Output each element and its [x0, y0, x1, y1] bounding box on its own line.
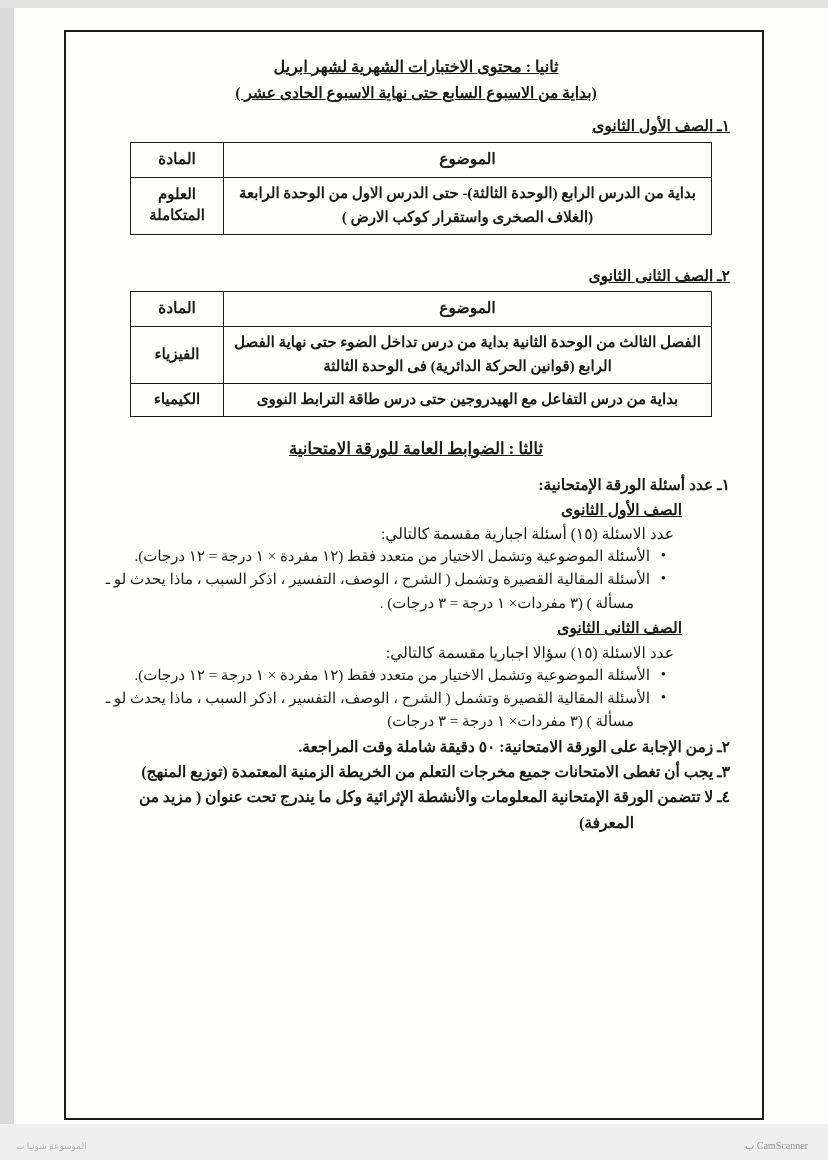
header-subject: المادة: [131, 142, 224, 177]
grade1-table: [130, 142, 712, 235]
table-row: [131, 383, 712, 416]
page-subtitle: (بداية من الاسبوع السابع حتى نهاية الاسبوع الحادى عشر ): [235, 85, 597, 102]
item-exam-duration: ٢ـ زمن الإجابة على الورقة الامتحانية: ٥٠ دقيقة شاملة وقت المراجعة.: [298, 738, 730, 756]
grade2-lead: عدد الاسئلة (١٥) سؤالا اجباريا مقسمة كالتالي:: [385, 644, 674, 662]
list-item: • الأسئلة المقالية القصيرة وتشمل ( الشرح ، الوصف، التفسير ، اذكر السبب ، ماذا يحدث لو ـ: [102, 570, 666, 592]
cell-topic: بداية من درس التفاعل مع الهيدروجين حتى درس طاقة الترابط النووى: [224, 383, 712, 416]
cell-subject: الكيمياء: [131, 383, 224, 416]
document-sheet: [64, 30, 764, 1120]
grade2-table: [130, 291, 712, 417]
cell-topic: [224, 177, 712, 234]
table-header-row: [131, 291, 712, 326]
section-title-general-rules: ثالثا : الضوابط العامة للورقة الامتحانية: [289, 438, 543, 458]
grade2-heading: ٢ـ الصف الثانى الثانوى: [588, 267, 730, 285]
table-row: [131, 326, 712, 383]
scan-edge-left: [0, 0, 14, 1160]
header-topic: الموضوع: [224, 291, 712, 326]
cell-topic: [224, 326, 712, 383]
grade1-bullet-list: [102, 547, 730, 592]
item-learning-outcomes: ٣ـ يجب أن تغطى الامتحانات جميع مخرجات التعلم من الخريطة الزمنية المعتمدة (توزيع المنهج): [141, 764, 730, 781]
header-subject: المادة: [131, 291, 224, 326]
topic-line-1: بداية من الدرس الرابع (الوحدة الثالثة)- حتى الدرس الاول من الوحدة الرابعة: [238, 185, 696, 202]
camscanner-watermark: CamScanner ب: [744, 1141, 808, 1152]
topic-line-2: (الغلاف الصخرى واستقرار كوكب الارض ): [341, 209, 594, 226]
topic-line-2: الرابع (قوانين الحركة الدائرية) فى الوحدة الثالثة: [323, 358, 612, 375]
cell-subject: العلوم المتكاملة: [131, 177, 224, 234]
scan-edge-bottom: [0, 1124, 828, 1160]
header-topic: الموضوع: [224, 142, 712, 177]
item-enrichment-continuation: المعرفة): [579, 814, 634, 832]
table-header-row: [131, 142, 712, 177]
spacer: [102, 235, 730, 261]
grade2-continuation: مسألة ) (٣ مفردات× ١ درجة = ٣ درجات): [387, 714, 634, 731]
grade2-bullet-list: [102, 666, 730, 711]
grade1-lead: عدد الاسئلة (١٥) أسئلة اجبارية مقسمة كالتالي:: [381, 526, 674, 543]
list-item: • الأسئلة الموضوعية وتشمل الاختيار من متعدد فقط (١٢ مفردة × ١ درجة = ١٢ درجات).: [102, 666, 666, 688]
grade1-heading: ١ـ الصف الأول الثانوى: [592, 118, 730, 136]
cell-subject: الفيزياء: [131, 326, 224, 383]
grade1-continuation: مسألة ) (٣ مفردات× ١ درجة = ٣ درجات) .: [379, 595, 634, 612]
list-item: • الأسئلة الموضوعية وتشمل الاختيار من متعدد فقط (١٢ مفردة × ١ درجة = ١٢ درجات).: [102, 547, 666, 569]
scan-edge-top: [0, 0, 828, 8]
grade2-subheading: الصف الثانى الثانوى: [557, 620, 682, 638]
item-enrichment-exclusion: ٤ـ لا تتضمن الورقة الإمتحانية المعلومات والأنشطة الإثرائية وكل ما يندرج تحت عنوان ( مزيد من: [138, 789, 730, 807]
list-item: • الأسئلة المقالية القصيرة وتشمل ( الشرح ، الوصف، التفسير ، اذكر السبب ، ماذا يحدث لو ـ: [102, 689, 666, 711]
source-watermark: الموسوعة شوتيا ب: [16, 1141, 87, 1151]
document-content: [102, 50, 730, 835]
page-title: ثانيا : محتوى الاختبارات الشهرية لشهر ابريل: [273, 59, 559, 76]
item-questions-count: ١ـ عدد أسئلة الورقة الإمتحانية:: [538, 476, 730, 494]
grade1-subheading: الصف الأول الثانوى: [560, 501, 682, 519]
topic-line-1: الفصل الثالث من الوحدة الثانية بداية من درس تداخل الضوء حتى نهاية الفصل: [234, 334, 701, 351]
table-row: [131, 177, 712, 234]
